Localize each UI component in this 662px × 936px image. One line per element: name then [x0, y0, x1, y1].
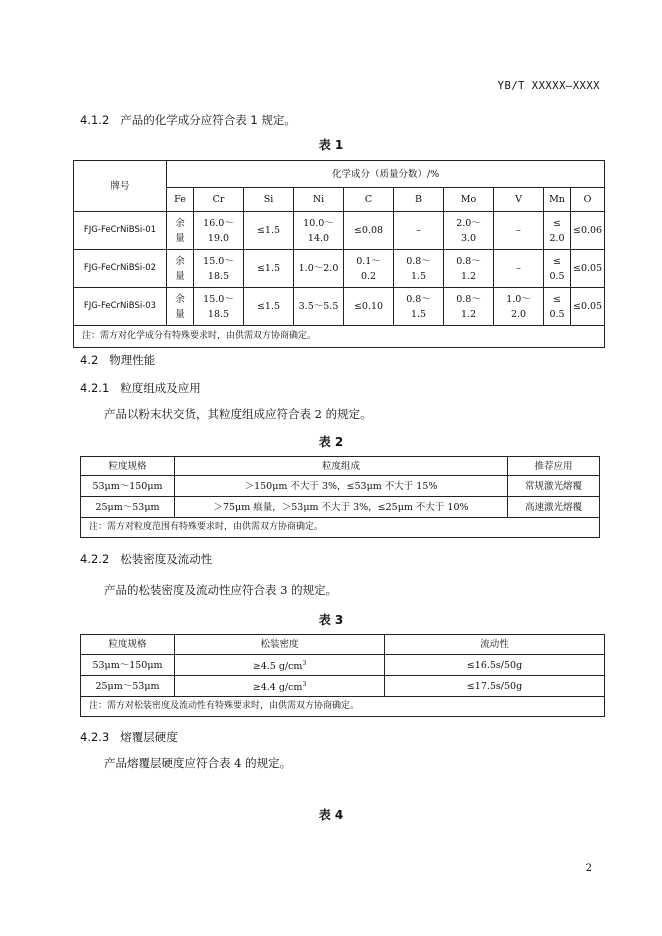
section-title: 松装密度及流动性: [120, 552, 213, 566]
table-1: [73, 160, 605, 348]
composition-cell-o: ≤0.05: [571, 250, 605, 288]
composition-group-header: 化学成分（质量分数）/%: [167, 161, 605, 188]
composition-cell-ni: 3.5～5.5: [294, 288, 344, 326]
grade-cell: FJG-FeCrNiBSi-01: [74, 212, 167, 250]
composition-cell-c: ≤0.10: [344, 288, 394, 326]
section-number: 4.2.3: [80, 730, 110, 744]
table-3-note: 注：需方对松装密度及流动性有特殊要求时，由供需双方协商确定。: [81, 697, 605, 717]
unit-exponent: 3: [302, 680, 307, 688]
section-title: 熔覆层硬度: [120, 730, 178, 744]
table-row: [81, 476, 600, 497]
composition-cell-o: ≤0.05: [571, 288, 605, 326]
composition-cell-fe: 余 量: [167, 250, 194, 288]
element-header-si: Si: [244, 188, 294, 212]
composition-cell-mo: 0.8～ 1.2: [444, 288, 494, 326]
grade-header: 牌号: [74, 161, 167, 212]
flowability-header: 流动性: [385, 635, 605, 655]
composition-cell-fe: 余 量: [167, 212, 194, 250]
table-row: [81, 655, 605, 676]
table-4-caption: 表 4: [318, 808, 344, 822]
element-header-o: O: [571, 188, 605, 212]
element-header-ni: Ni: [294, 188, 344, 212]
composition-cell-b: –: [394, 212, 444, 250]
section-4-2-2: [80, 551, 212, 567]
table-2: [80, 456, 600, 538]
composition-cell-ni: 10.0～ 14.0: [294, 212, 344, 250]
application-cell: 高速激光熔覆: [508, 497, 600, 518]
paragraph-4-2-1: 产品以粉末状交货，其粒度组成应符合表 2 的规定。: [104, 407, 372, 421]
flowability-cell: ≤17.5s/50g: [385, 676, 605, 697]
standard-code: YB/T XXXXX—XXXX: [497, 80, 600, 92]
table-row: [81, 497, 600, 518]
section-4-2-3: [80, 729, 178, 745]
composition-cell-v: 1.0～ 2.0: [494, 288, 544, 326]
paragraph-4-2-3: 产品熔覆层硬度应符合表 4 的规定。: [104, 756, 292, 770]
table-1-caption: 表 1: [318, 138, 344, 152]
table-row: [81, 676, 605, 697]
section-4-1-2: [80, 112, 296, 128]
composition-cell-cr: 16.0～ 19.0: [194, 212, 244, 250]
size-cell: 53μm～150μm: [81, 476, 175, 497]
grade-cell: FJG-FeCrNiBSi-02: [74, 250, 167, 288]
composition-cell-mn: ≤ 2.0: [544, 212, 571, 250]
composition-header: 粒度组成: [175, 457, 508, 476]
section-number: 4.1.2: [80, 113, 110, 127]
table-3-caption: 表 3: [318, 613, 344, 627]
composition-cell-b: 0.8～ 1.5: [394, 288, 444, 326]
density-cell: [175, 655, 385, 676]
element-header-b: B: [394, 188, 444, 212]
size-header: 粒度规格: [81, 457, 175, 476]
table-1-note: 注：需方对化学成分有特殊要求时，由供需双方协商确定。: [74, 326, 605, 348]
unit-exponent: 3: [302, 659, 307, 667]
section-number: 4.2.2: [80, 552, 110, 566]
composition-cell-si: ≤1.5: [244, 288, 294, 326]
page-number: 2: [585, 863, 592, 874]
size-cell: 25μm～53μm: [81, 676, 175, 697]
density-cell: [175, 676, 385, 697]
section-number: 4.2.1: [80, 381, 110, 395]
composition-cell: ＞75μm 痕量，＞53μm 不大于 3%，≤25μm 不大于 10%: [175, 497, 508, 518]
element-header-mo: Mo: [444, 188, 494, 212]
composition-cell-c: ≤0.08: [344, 212, 394, 250]
table-row: [74, 250, 605, 288]
composition-cell-cr: 15.0～ 18.5: [194, 288, 244, 326]
composition-cell-si: ≤1.5: [244, 212, 294, 250]
size-cell: 53μm～150μm: [81, 655, 175, 676]
element-header-c: C: [344, 188, 394, 212]
section-title: 粒度组成及应用: [120, 381, 201, 395]
application-header: 推荐应用: [508, 457, 600, 476]
composition-cell-mo: 0.8～ 1.2: [444, 250, 494, 288]
density-value: ≥4.4 g/cm: [252, 682, 303, 694]
element-header-v: V: [494, 188, 544, 212]
composition-cell-fe: 余 量: [167, 288, 194, 326]
composition-cell-v: –: [494, 212, 544, 250]
table-3: [80, 634, 605, 717]
composition-cell-c: 0.1～ 0.2: [344, 250, 394, 288]
paragraph-4-2-2: 产品的松装密度及流动性应符合表 3 的规定。: [104, 583, 338, 597]
size-cell: 25μm～53μm: [81, 497, 175, 518]
element-header-mn: Mn: [544, 188, 571, 212]
section-number: 4.2: [80, 353, 99, 367]
element-header-cr: Cr: [194, 188, 244, 212]
composition-cell-v: –: [494, 250, 544, 288]
density-header: 松装密度: [175, 635, 385, 655]
composition-cell-mn: ≤ 0.5: [544, 250, 571, 288]
table-row: [74, 212, 605, 250]
section-title: 物理性能: [109, 353, 156, 367]
composition-cell: ＞150μm 不大于 3%，≤53μm 不大于 15%: [175, 476, 508, 497]
section-4-2-1: [80, 380, 201, 396]
composition-cell-b: 0.8～ 1.5: [394, 250, 444, 288]
composition-cell-ni: 1.0～2.0: [294, 250, 344, 288]
size-header: 粒度规格: [81, 635, 175, 655]
application-cell: 常规激光熔覆: [508, 476, 600, 497]
composition-cell-si: ≤1.5: [244, 250, 294, 288]
table-2-note: 注：需方对粒度范围有特殊要求时，由供需双方协商确定。: [81, 518, 600, 538]
table-2-caption: 表 2: [318, 435, 344, 449]
composition-cell-mo: 2.0～ 3.0: [444, 212, 494, 250]
section-text: 产品的化学成分应符合表 1 规定。: [120, 113, 296, 127]
table-row: [74, 288, 605, 326]
composition-cell-o: ≤0.06: [571, 212, 605, 250]
grade-cell: FJG-FeCrNiBSi-03: [74, 288, 167, 326]
density-value: ≥4.5 g/cm: [252, 661, 303, 673]
composition-cell-cr: 15.0～ 18.5: [194, 250, 244, 288]
section-4-2: [80, 352, 155, 368]
element-header-fe: Fe: [167, 188, 194, 212]
composition-cell-mn: ≤ 0.5: [544, 288, 571, 326]
flowability-cell: ≤16.5s/50g: [385, 655, 605, 676]
